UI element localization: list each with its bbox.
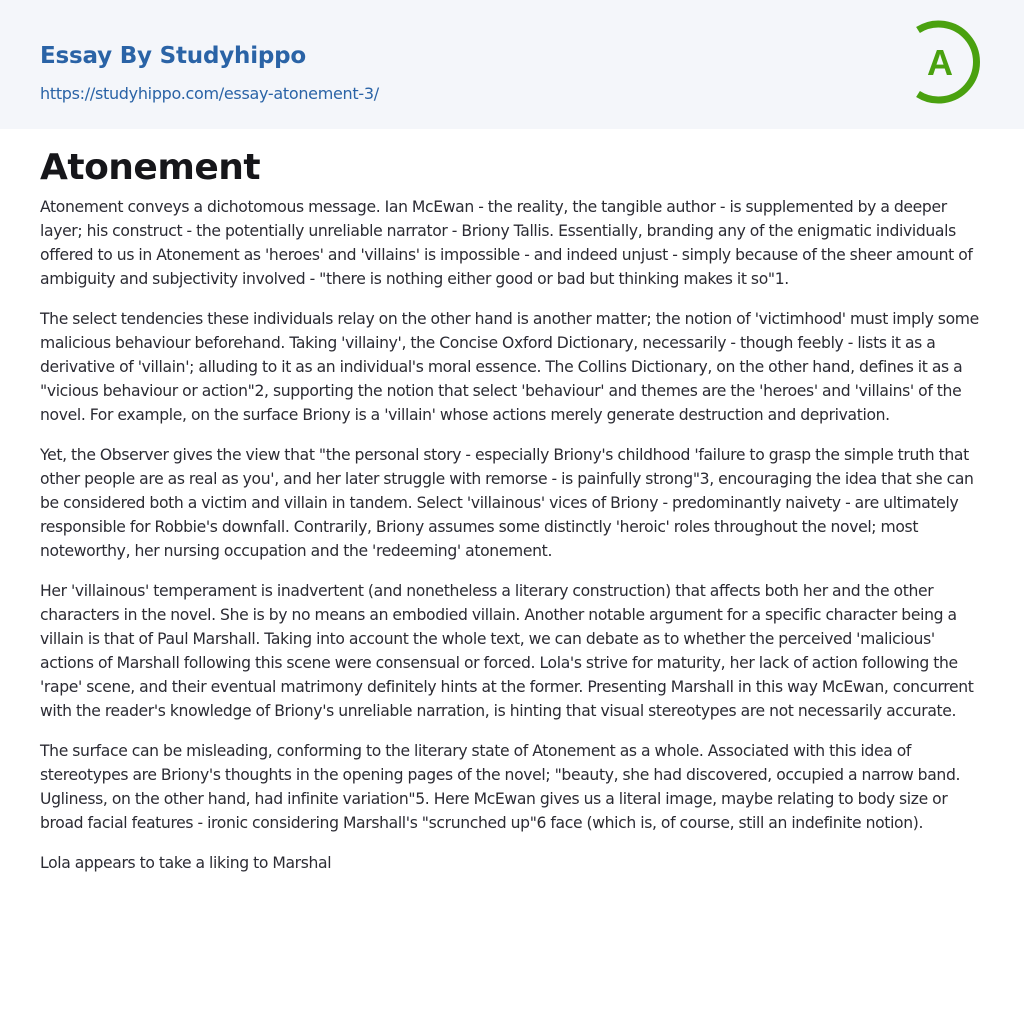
paragraph: Lola appears to take a liking to Marshal [40,854,332,872]
paragraph: Yet, the Observer gives the view that "the personal story - especially Briony's childhood 'failure to grasp the simple truth that other people are as real as you', and her later struggle with remorse - is painfully strong"3, encouraging the idea that she can be considered both a victim and villain in tandem. Select 'villainous' vices of Briony - predominantly naivety - are ultimately responsible for Robbie's downfall. Contrarily, Briony assumes some distinctly 'heroic' roles throughout the novel; most noteworthy, her nursing occupation and the 'redeeming' atonement. [40,446,974,560]
paragraph: The surface can be misleading, conforming to the literary state of Atonement as a whole. Associated with this idea of stereotypes are Briony's thoughts in the opening pages of the novel; "beauty, she had discovered, occupied a narrow band. Ugliness, on the other hand, had infinite variation"5. Here McEwan gives us a literal image, maybe relating to body size or broad facial features - ironic considering Marshall's "scrunched up"6 face (which is, of course, still an indefinite notion). [40,742,961,832]
article-body [40,195,990,891]
essay-url-link[interactable]: https://studyhippo.com/essay-atonement-3/ [40,84,379,103]
site-title: Essay By Studyhippo [40,43,307,69]
paragraph: Her 'villainous' temperament is inadvertent (and nonetheless a literary construction) that affects both her and the other characters in the novel. She is by no means an embodied villain. Another notable argument for a specific character being a villain is that of Paul Marshall. Taking into account the whole text, we can debate as to whether the perceived 'malicious' actions of Marshall following this scene were consensual or forced. Lola's strive for maturity, her lack of action following the 'rape' scene, and their eventual matrimony definitely hints at the former. Presenting Marshall in this way McEwan, concurrent with the reader's knowledge of Briony's unreliable narration, is hinting that visual stereotypes are not necessarily accurate. [40,582,974,720]
studyhippo-logo-icon[interactable] [910,18,988,106]
paragraph: The select tendencies these individuals relay on the other hand is another matter; the notion of 'victimhood' must imply some malicious behaviour beforehand. Taking 'villainy', the Concise Oxford Dictionary, necessarily - though feebly - lists it as a derivative of 'villain'; alluding to it as an individual's moral essence. The Collins Dictionary, on the other hand, defines it as a "vicious behaviour or action"2, supporting the notion that select 'behaviour' and themes are the 'heroes' and 'villains' of the novel. For example, on the surface Briony is a 'villain' whose actions merely generate destruction and deprivation. [40,310,979,424]
paragraph: Atonement conveys a dichotomous message. Ian McEwan - the reality, the tangible author - is supplemented by a deeper layer; his construct - the potentially unreliable narrator - Briony Tallis. Essentially, branding any of the enigmatic individuals offered to us in Atonement as 'heroes' and 'villains' is impossible - and indeed unjust - simply because of the sheer amount of ambiguity and subjectivity involved - "there is nothing either good or bad but thinking makes it so"1. [40,198,973,288]
logo-letter: A [927,42,953,83]
page-title: Atonement [40,147,261,188]
